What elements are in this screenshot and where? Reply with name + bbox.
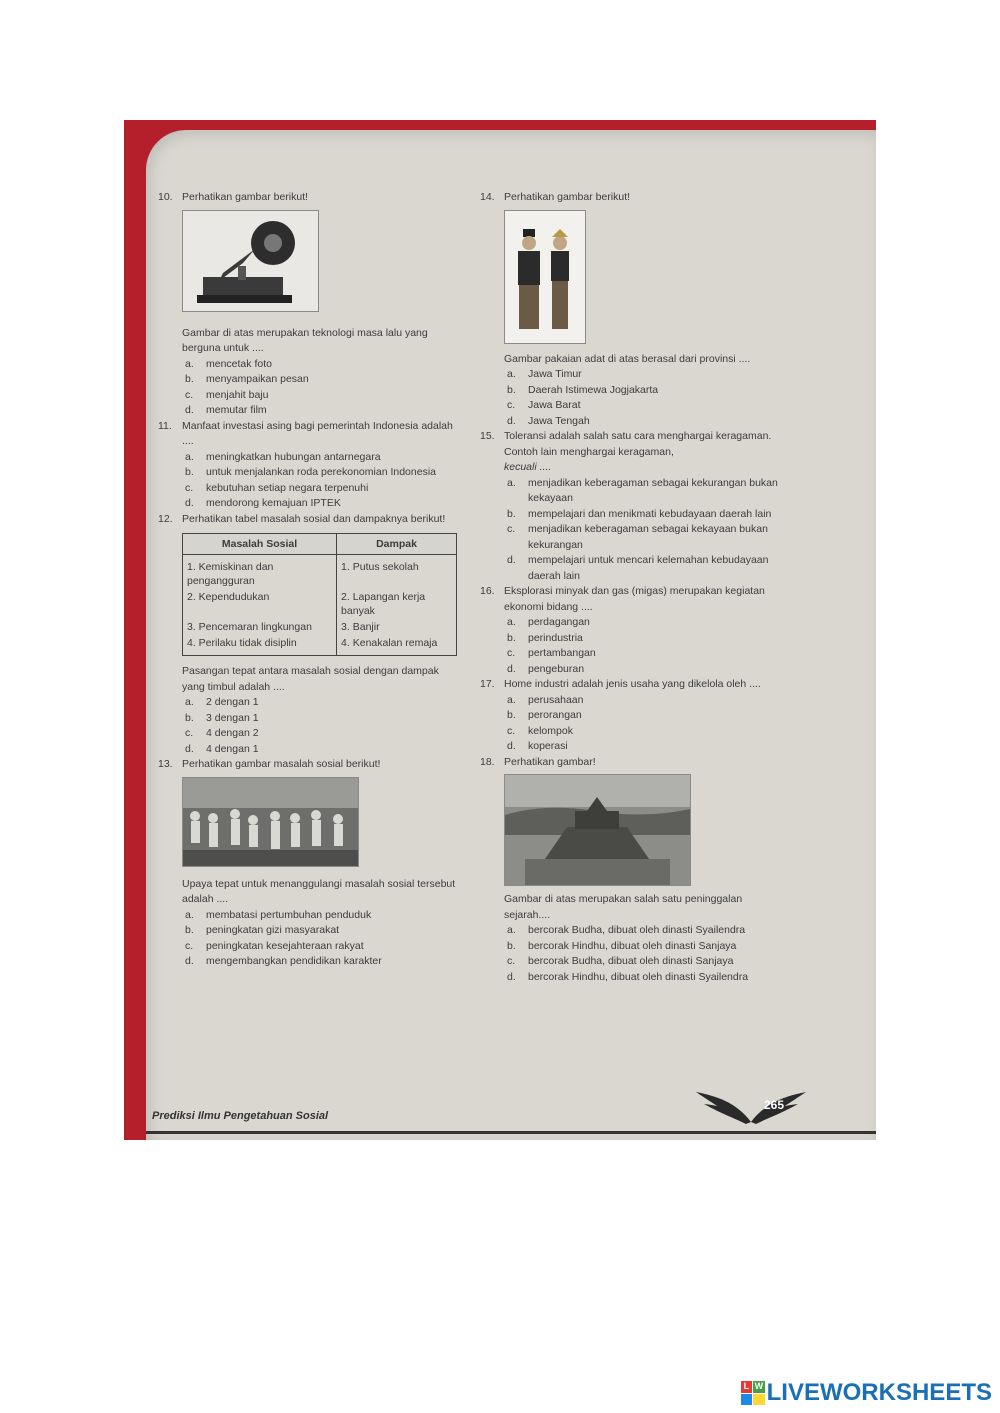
option-a[interactable]: a. Jawa Timur — [507, 368, 582, 380]
phonograph-image — [182, 210, 319, 312]
options-list — [504, 476, 780, 585]
option-d[interactable]: d. koperasi — [507, 740, 568, 752]
book-title: Prediksi Ilmu Pengetahuan Sosial — [152, 1110, 329, 1122]
option-b[interactable]: b. bercorak Hindhu, dibuat oleh dinasti Sanjaya — [507, 939, 737, 952]
option-c[interactable]: c. Jawa Barat — [507, 399, 581, 411]
question-text: Gambar di atas merupakan teknologi masa lalu yang berguna untuk .... — [182, 326, 428, 354]
options-list — [504, 923, 780, 985]
option-d[interactable]: d. pengeburan — [507, 662, 585, 675]
options-list — [182, 908, 463, 970]
book-page — [146, 130, 876, 1140]
page-number: 265 — [763, 1098, 784, 1112]
option-b[interactable]: b. 3 dengan 1 — [185, 711, 259, 724]
option-c[interactable]: c. bercorak Budha, dibuat oleh dinasti Sanjaya — [507, 955, 734, 967]
question-number: 17. — [480, 678, 495, 690]
table-cell: 1. Kemiskinan dan pengangguran — [183, 555, 337, 590]
option-b[interactable]: b. perorangan — [507, 709, 582, 721]
table-cell: 2. Kependudukan — [183, 589, 337, 619]
question-number: 12. — [158, 512, 173, 525]
option-c[interactable]: c. 4 dengan 2 — [185, 727, 259, 739]
options-list — [182, 357, 463, 419]
option-d[interactable]: d. memutar film — [185, 404, 267, 416]
option-b[interactable]: b. peningkatan gizi masyarakat — [185, 924, 340, 936]
question-number: 14. — [480, 191, 495, 203]
question-prompt: Perhatikan gambar masalah sosial berikut! — [182, 758, 381, 770]
options-list — [504, 693, 780, 755]
right-column — [480, 190, 780, 985]
table-cell: 3. Banjir — [337, 619, 457, 635]
question-number: 13. — [158, 758, 173, 770]
question-number: 16. — [480, 585, 495, 597]
crowd-image — [182, 777, 359, 867]
option-d[interactable]: d. 4 dengan 1 — [185, 742, 259, 755]
option-a[interactable]: a. membatasi pertumbuhan penduduk — [185, 908, 372, 921]
option-b[interactable]: b. Daerah Istimewa Jogjakarta — [507, 383, 659, 396]
question-text: Manfaat investasi asing bagi pemerintah Indonesia adalah .... — [182, 419, 453, 447]
book-wings-decoration — [696, 1082, 806, 1126]
table-cell: 4. Perilaku tidak disiplin — [183, 635, 337, 656]
question-15 — [480, 429, 780, 584]
question-number: 11. — [158, 419, 172, 432]
option-d[interactable]: d. Jawa Tengah — [507, 414, 590, 427]
social-problems-table — [182, 533, 457, 656]
option-d[interactable]: d. mempelajari untuk mencari kelemahan kebudayaan daerah lain — [507, 554, 769, 582]
scanned-page-photo — [124, 120, 876, 1140]
left-column — [158, 190, 463, 970]
question-18 — [480, 755, 780, 771]
options-list — [182, 695, 463, 757]
option-a[interactable]: a. mencetak foto — [185, 357, 272, 370]
question-prompt: Perhatikan tabel masalah sosial dan dampaknya berikut! — [182, 512, 446, 525]
question-14-text — [480, 352, 780, 430]
question-11 — [158, 419, 463, 512]
option-c[interactable]: c. kebutuhan setiap negara terpenuhi — [185, 481, 369, 494]
option-c[interactable]: c. peningkatan kesejahteraan rakyat — [185, 939, 364, 952]
question-text: Gambar pakaian adat di atas berasal dari provinsi .... — [504, 352, 751, 365]
footer-rule — [146, 1131, 876, 1134]
table-cell: 1. Putus sekolah — [337, 555, 457, 590]
question-14 — [480, 190, 780, 206]
question-18-text — [480, 892, 780, 985]
question-13-text — [158, 877, 463, 970]
option-b[interactable]: b. menyampaikan pesan — [185, 373, 309, 385]
question-prompt: Perhatikan gambar berikut! — [504, 191, 631, 203]
table-cell: 3. Pencemaran lingkungan — [183, 619, 337, 635]
table-header: Masalah Sosial — [183, 534, 337, 555]
option-a[interactable]: a. 2 dengan 1 — [185, 696, 259, 708]
option-c[interactable]: c. kelompok — [507, 724, 573, 737]
table-row — [183, 619, 457, 635]
brand-name: LIVEWORKSHEETS — [766, 1379, 992, 1406]
option-a[interactable]: a. perdagangan — [507, 616, 590, 628]
traditional-clothing-illustration — [505, 211, 585, 343]
option-d[interactable]: d. mendorong kemajuan IPTEK — [185, 497, 341, 509]
question-13 — [158, 757, 463, 773]
temple-image — [504, 774, 691, 886]
option-b[interactable]: b. mempelajari dan menikmati kebudayaan daerah lain — [507, 507, 772, 520]
option-d[interactable]: d. bercorak Hindhu, dibuat oleh dinasti Syailendra — [507, 970, 749, 983]
option-c[interactable]: c. menjadikan keberagaman sebagai kekayaan bukan kekurangan — [507, 523, 768, 551]
question-except: kecuali .... — [504, 461, 552, 473]
question-number: 10. — [158, 191, 173, 203]
question-text: Toleransi adalah salah satu cara menghargai keragaman. Contoh lain menghargai keragaman, — [504, 430, 772, 458]
question-text: Eksplorasi minyak dan gas (migas) merupakan kegiatan ekonomi bidang .... — [504, 585, 765, 613]
question-17 — [480, 677, 780, 755]
table-row — [183, 555, 457, 590]
options-list — [504, 615, 780, 677]
question-text: Home industri adalah jenis usaha yang dikelola oleh .... — [504, 678, 761, 690]
option-a[interactable]: a. menjadikan keberagaman sebagai kekurangan bukan kekayaan — [507, 476, 778, 504]
option-a[interactable]: a. perusahaan — [507, 693, 584, 706]
question-prompt: Perhatikan gambar berikut! — [182, 191, 309, 203]
liveworksheets-logo-icon: L W — [741, 1381, 765, 1405]
crowd-illustration — [183, 778, 358, 866]
question-12-text — [158, 664, 463, 757]
table-header: Dampak — [337, 534, 457, 555]
options-list — [504, 367, 780, 429]
question-number: 18. — [480, 755, 495, 768]
table-row — [183, 589, 457, 619]
question-16 — [480, 584, 780, 677]
table-row — [183, 635, 457, 656]
option-c[interactable]: c. menjahit baju — [185, 388, 269, 401]
question-10-text — [158, 326, 463, 419]
table-cell: 4. Kenakalan remaja — [337, 635, 457, 656]
question-text: Upaya tepat untuk menanggulangi masalah sosial tersebut adalah .... — [182, 877, 456, 905]
phonograph-illustration — [183, 211, 318, 311]
options-list — [182, 450, 463, 512]
temple-illustration — [505, 775, 690, 885]
question-10 — [158, 190, 463, 206]
option-c[interactable]: c. pertambangan — [507, 647, 596, 659]
traditional-clothing-image — [504, 210, 586, 344]
liveworksheets-brand[interactable] — [741, 1380, 992, 1406]
option-a[interactable]: a. bercorak Budha, dibuat oleh dinasti Syailendra — [507, 924, 746, 936]
question-number: 15. — [480, 430, 495, 442]
option-a[interactable]: a. meningkatkan hubungan antarnegara — [185, 450, 381, 463]
table-cell: 2. Lapangan kerja banyak — [337, 589, 457, 619]
table-header-row — [183, 534, 457, 555]
question-text: Gambar di atas merupakan salah satu peninggalan sejarah.... — [504, 893, 743, 921]
question-prompt: Perhatikan gambar! — [504, 755, 596, 768]
option-b[interactable]: b. untuk menjalankan roda perekonomian Indonesia — [185, 466, 436, 478]
question-text: Pasangan tepat antara masalah sosial dengan dampak yang timbul adalah .... — [182, 665, 439, 693]
option-d[interactable]: d. mengembangkan pendidikan karakter — [185, 955, 382, 967]
question-12 — [158, 512, 463, 528]
option-b[interactable]: b. perindustria — [507, 631, 583, 644]
